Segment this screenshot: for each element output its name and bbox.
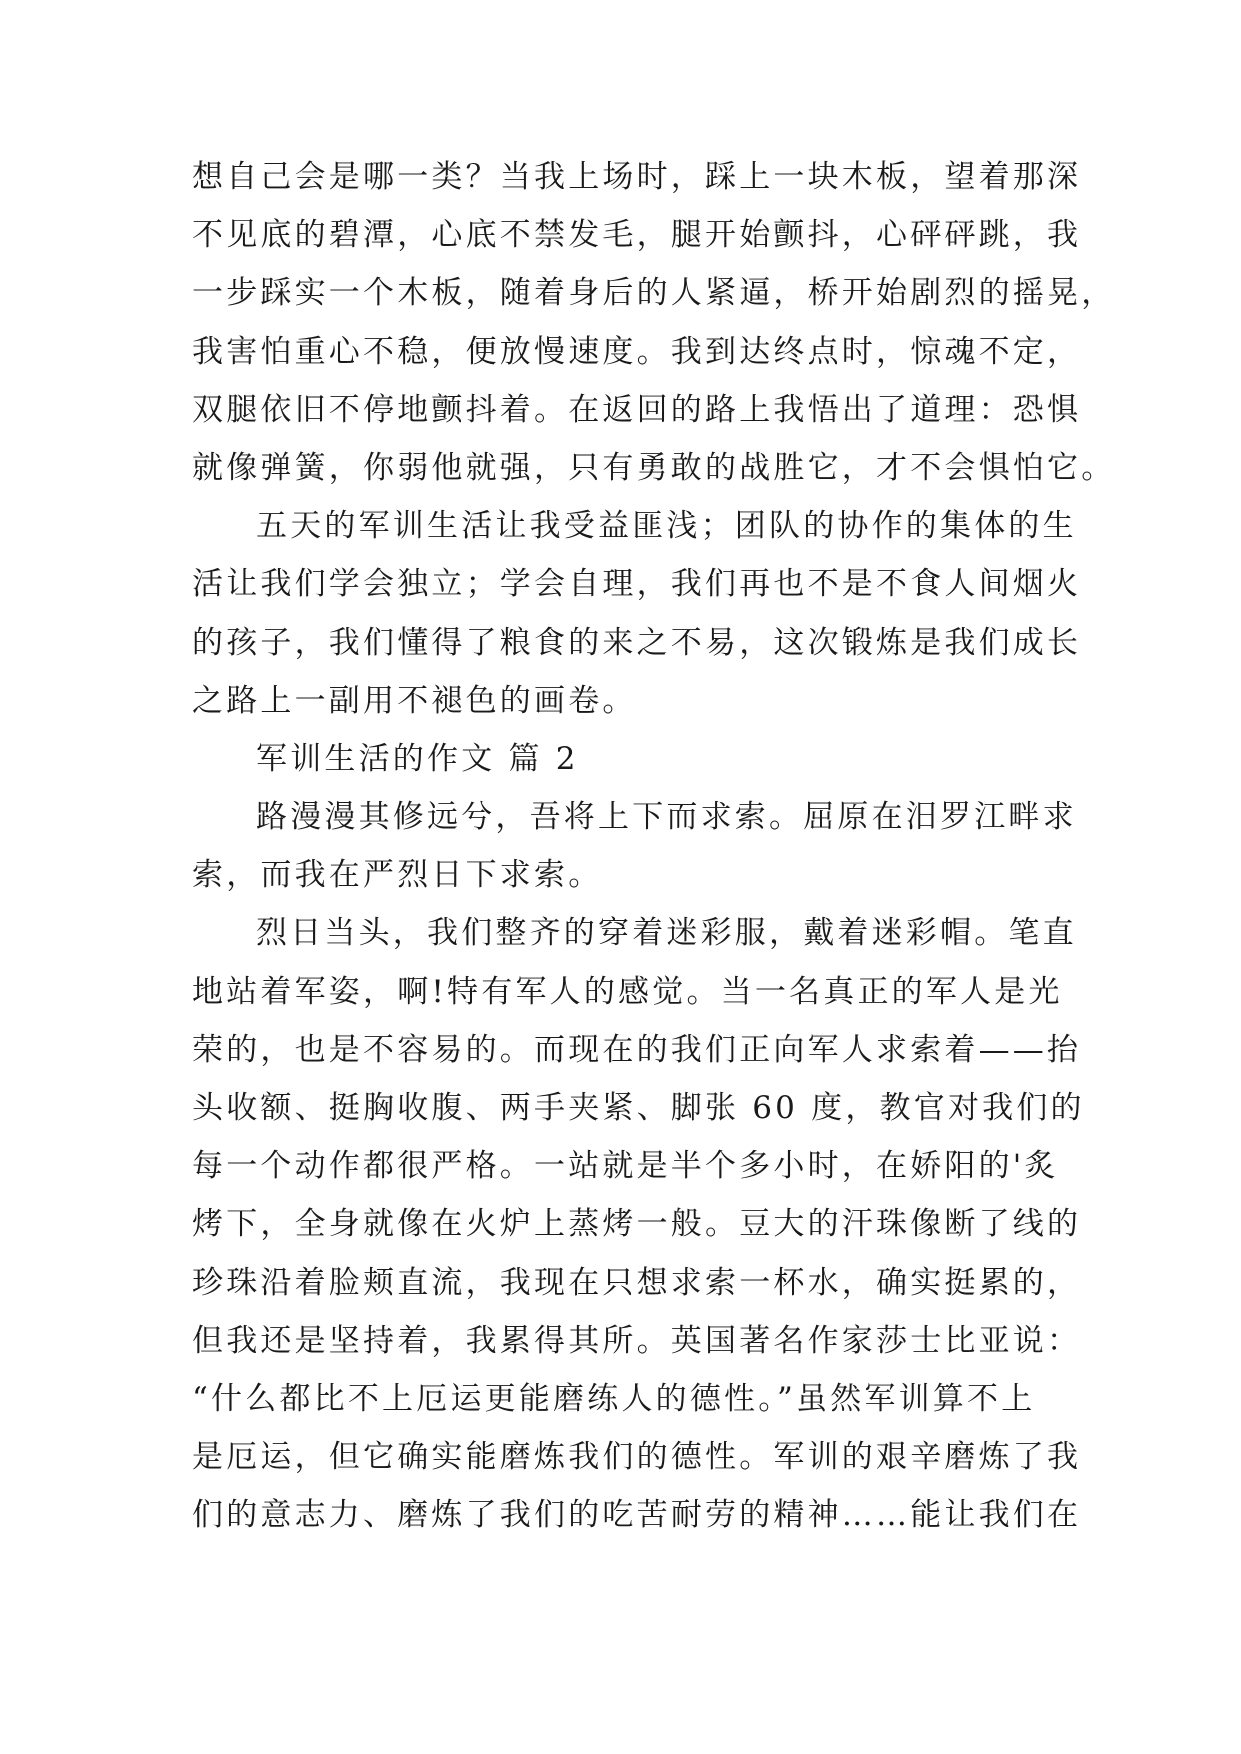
text-line: 但我还是坚持着，我累得其所。英国著名作家莎士比亚说： xyxy=(192,1322,1082,1359)
text-line: 我害怕重心不稳，便放慢速度。我到达终点时，惊魂不定， xyxy=(192,333,1082,370)
paragraph-start-line: 路漫漫其修远兮，吾将上下而求索。屈原在汨罗江畔求 xyxy=(256,799,1077,836)
text-line: 烤下，全身就像在火炉上蒸烤一般。豆大的汗珠像断了线的 xyxy=(192,1206,1082,1243)
text-line: 头收额、挺胸收腹、两手夹紧、脚张 60 度，教官对我们的 xyxy=(192,1090,1085,1126)
text-line: 荣的，也是不容易的。而现在的我们正向军人求索着——抬 xyxy=(192,1031,1082,1068)
text-line: 每一个动作都很严格。一站就是半个多小时，在娇阳的'炙 xyxy=(192,1148,1059,1185)
paragraph-start-line: 五天的军训生活让我受益匪浅；团队的协作的集体的生 xyxy=(256,508,1077,545)
text-line: 们的意志力、磨炼了我们的吃苦耐劳的精神……能让我们在 xyxy=(192,1497,1082,1534)
text-line: 是厄运，但它确实能磨炼我们的德性。军训的艰辛磨炼了我 xyxy=(192,1439,1082,1476)
text-line: 之路上一副用不褪色的画卷。 xyxy=(192,682,637,719)
text-line: 双腿依旧不停地颤抖着。在返回的路上我悟出了道理：恐惧 xyxy=(192,391,1082,428)
text-line: 活让我们学会独立；学会自理，我们再也不是不食人间烟火 xyxy=(192,566,1082,603)
section-heading: 军训生活的作文 篇 2 xyxy=(256,740,579,777)
text-line: 一步踩实一个木板，随着身后的人紧逼，桥开始剧烈的摇晃， xyxy=(192,275,1116,312)
text-line: 的孩子，我们懂得了粮食的来之不易，这次锻炼是我们成长 xyxy=(192,624,1082,661)
paragraph-start-line: 烈日当头，我们整齐的穿着迷彩服，戴着迷彩帽。笔直 xyxy=(256,915,1077,952)
text-line: “什么都比不上厄运更能磨练人的德性。”虽然军训算不上 xyxy=(192,1380,1036,1417)
text-line: 想自己会是哪一类？当我上场时，踩上一块木板，望着那深 xyxy=(192,159,1082,195)
text-line: 就像弹簧，你弱他就强，只有勇敢的战胜它，才不会惧怕它。 xyxy=(192,449,1116,486)
text-line: 不见底的碧潭，心底不禁发毛，腿开始颤抖，心砰砰跳，我 xyxy=(192,217,1082,254)
document-body xyxy=(192,148,1116,1545)
text-line: 地站着军姿，啊!特有军人的感觉。当一名真正的军人是光 xyxy=(192,973,1063,1010)
text-line: 珍珠沿着脸颊直流，我现在只想求索一杯水，确实挺累的， xyxy=(192,1264,1082,1301)
text-line: 索，而我在严烈日下求索。 xyxy=(192,857,603,894)
